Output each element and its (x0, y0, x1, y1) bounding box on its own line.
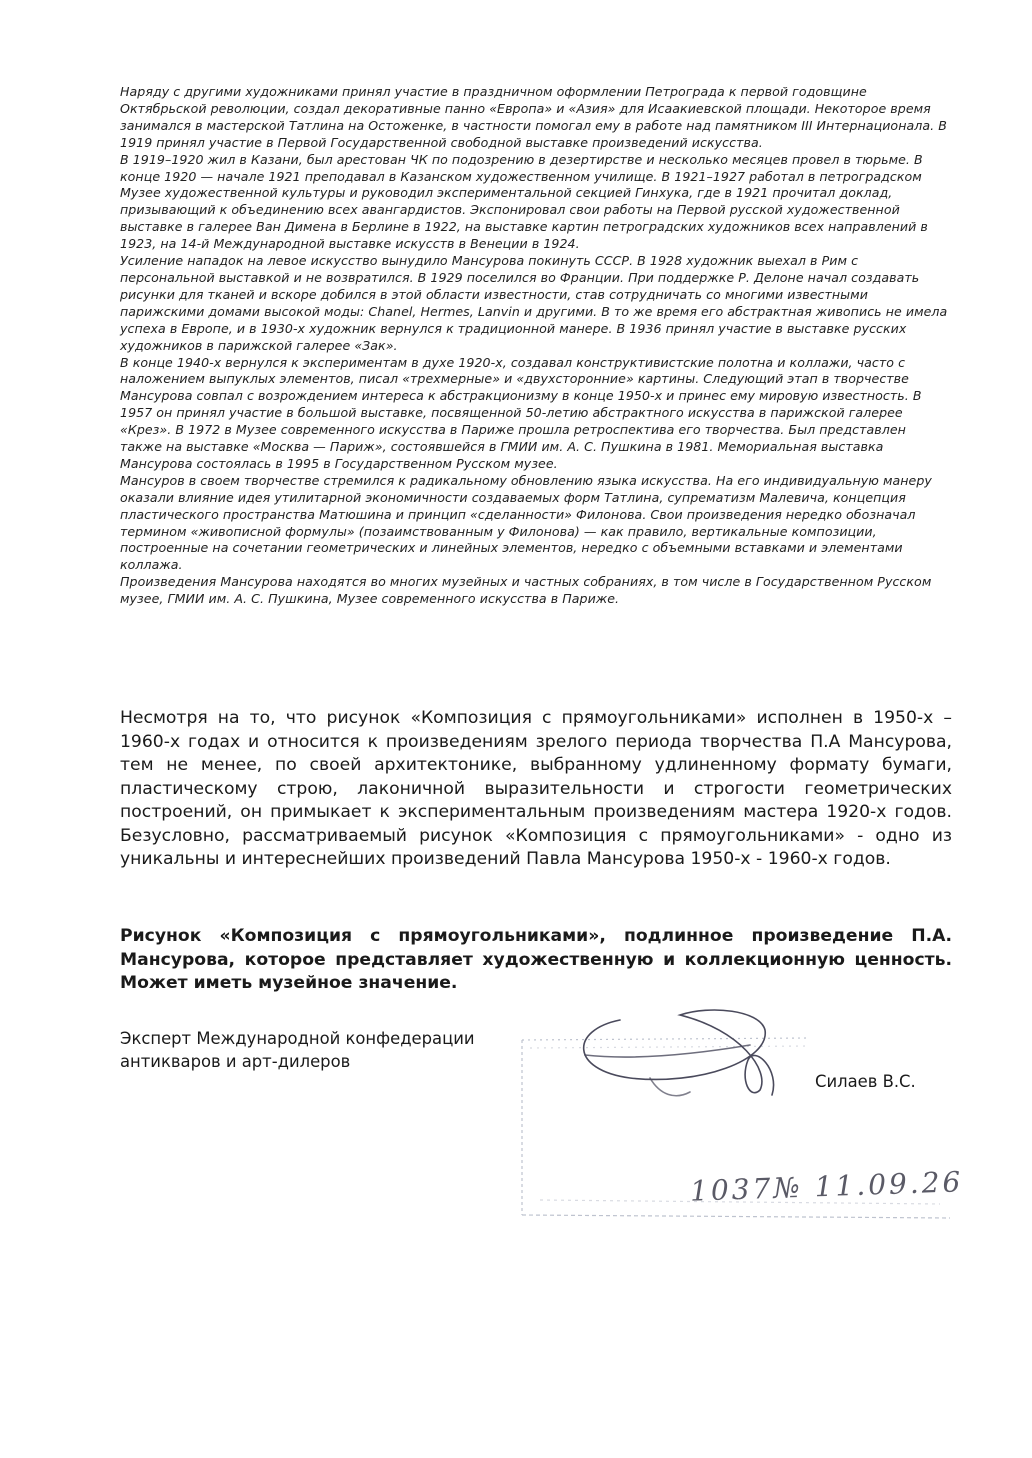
expert-conclusion: Рисунок «Композиция с прямоугольниками», подлинное произведение П.А. Мансурова, которое представляет художественную и коллекционную ценность. Может иметь музейное значение. (120, 926, 952, 994)
expert-affiliation (120, 1027, 475, 1073)
bio-paragraph-4: В конце 1940-х вернулся к экспериментам в духе 1920-х, создавал конструктивистские полотна и коллажи, часто с наложением выпуклых элементов, писал «трехмерные» и «двухсторонние» картины. Следующий этап в творчестве Мансурова совпал с возрождением интереса к абстракционизму в конце 1950-х и принес ему мировую известность. В 1957 он принял участие в большой выставке, посвященной 50-летию абстрактного искусства в парижской галерее «Крез». В 1972 в Музее современного искусства в Париже прошла ретроспектива его творчества. Был представлен также на выставке «Москва — Париж», состоявшейся в ГМИИ им. А. С. Пушкина в 1981. Мемориальная выставка Мансурова состоялась в 1995 в Государственном Русском музее. (120, 354, 922, 471)
handwritten-registration-note: 1037№ 11.09.26 (689, 1165, 964, 1208)
expert-analysis-paragraph: Несмотря на то, что рисунок «Композиция с прямоугольниками» исполнен в 1950-х – 1960-х годах и относится к произведениям зрелого периода творчества П.А Мансурова, тем не менее, по своей архитектонике, выбранному удлиненному формату бумаги, пластическому строю, лаконичной выразительности и строгости геометрических построений, он примыкает к экспериментальным произведениям мастера 1920-х годов. Безусловно, рассматриваемый рисунок «Композиция с прямоугольниками» - одно из уникальны и интереснейших произведений Павла Мансурова 1950-х - 1960-х годов. (120, 708, 952, 869)
bio-paragraph-2: В 1919–1920 жил в Казани, был арестован ЧК по подозрению в дезертирстве и несколько месяцев провел в тюрьме. В конце 1920 — начале 1921 преподавал в Казанском художественном училище. В 1921–1927 работал в петроградском Музее художественной культуры и руководил экспериментальной секцией Гинхука, где в 1921 прочитал доклад, призывающий к объединению всех авангардистов. Экспонировал свои работы на Первой русской художественной выставке в галерее Ван Димена в Берлине в 1922, на выставке картин петроградских художников всех направлений в 1923, на 14-й Международной выставке искусств в Венеции в 1924. (120, 151, 928, 252)
signature (584, 1010, 774, 1096)
expert-line-1: Эксперт Международной конфедерации (120, 1029, 475, 1048)
biography-block (120, 84, 948, 608)
bio-paragraph-1: Наряду с другими художниками принял участие в праздничном оформлении Петрограда к первой годовщине Октябрьской революции, создал декоративные панно «Европа» и «Азия» для Исаакиевской площади. Некоторое время занимался в мастерской Татлина на Остоженке, в частности помогал ему в работе над памятником III Интернационала. В 1919 принял участие в Первой Государственной свободной выставке произведений искусства. (120, 84, 947, 150)
bio-paragraph-5: Мансуров в своем творчестве стремился к радикальному обновлению языка искусства. На его индивидуальную манеру оказали влияние идея утилитарной экономичности создаваемых форм Татлина, супрематизм Малевича, концепция пластического пространства Матюшина и принцип «сделанности» Филонова. Свои произведения нередко обозначал термином «живописной формулы» (позаимствованным у Филонова) — как правило, вертикальные композиции, построенные на сочетании геометрических и линейных элементов, нередко с объемными вставками и элементами коллажа. (120, 472, 932, 573)
bio-paragraph-6: Произведения Мансурова находятся во многих музейных и частных собраниях, в том числе в Государственном Русском музее, ГМИИ им. А. С. Пушкина, Музее современного искусства в Париже. (120, 574, 932, 607)
expert-line-2: антикваров и арт-дилеров (120, 1052, 351, 1071)
bio-paragraph-3: Усиление нападок на левое искусство вынудило Мансурова покинуть СССР. В 1928 художник выехал в Рим с персональной выставкой и не возвратился. В 1929 поселился во Франции. При поддержке Р. Делоне начал создавать рисунки для тканей и вскоре добился в этой области известности, став сотрудничать со многими известными парижскими домами высокой моды: Chanel, Hermes, Lanvin и другими. В то же время его абстрактная живопись не имела успеха в Европе, и в 1930-х художник вернулся к традиционной манере. В 1936 принял участие в выставке русских художников в парижской галерее «Зак». (120, 253, 948, 353)
signer-name: Силаев В.С. (815, 1072, 916, 1091)
